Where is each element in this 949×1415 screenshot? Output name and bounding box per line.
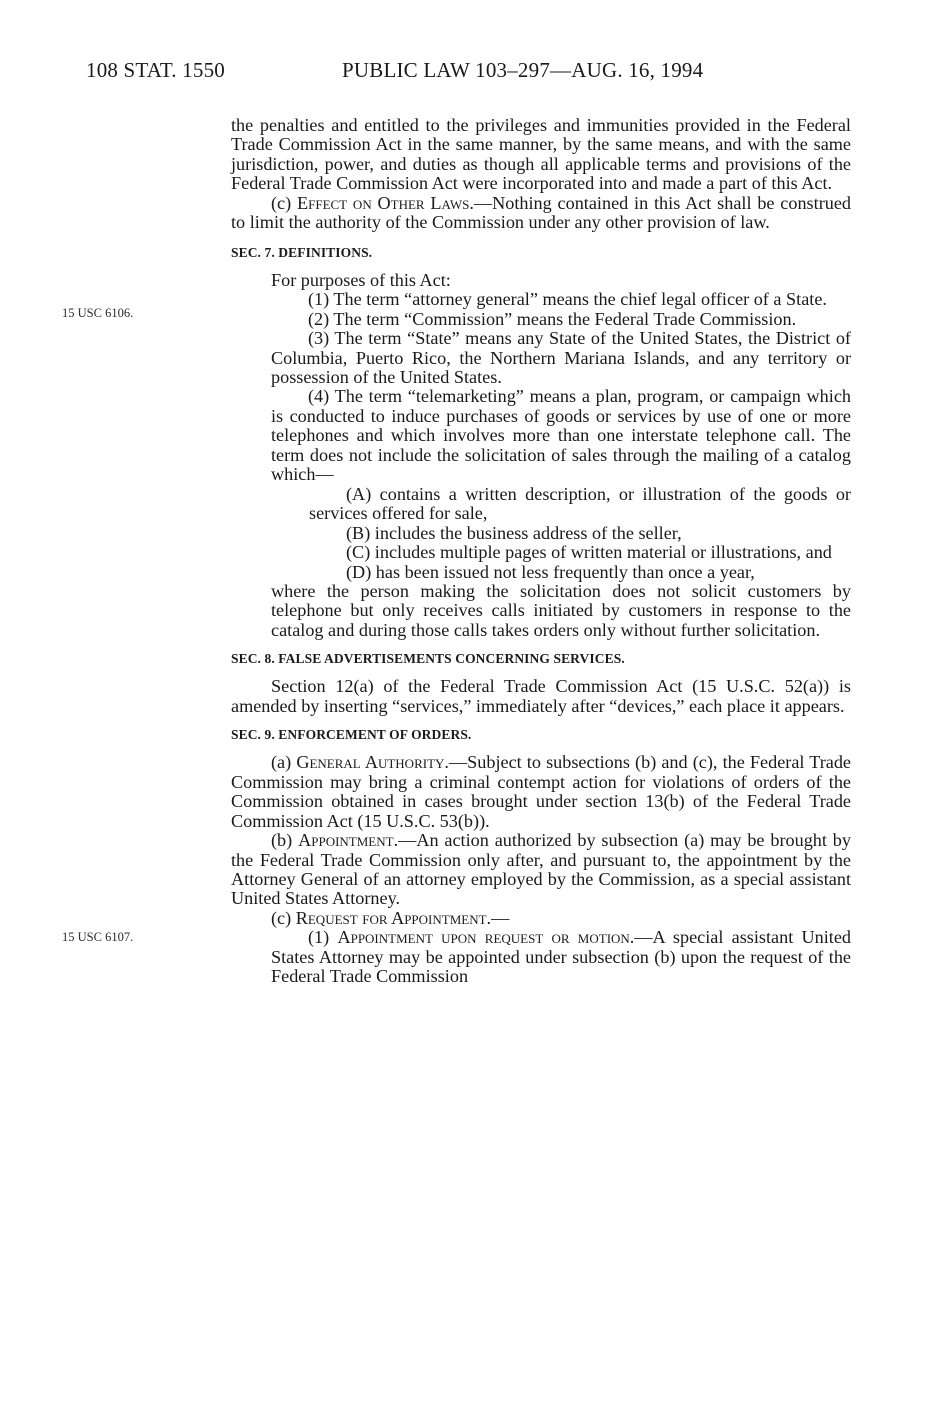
paragraph-c-request (231, 909, 851, 928)
label: (c) (271, 192, 297, 213)
paragraph-text: —An action authorized by subsection (a) may be brought by the Federal Trade Commission only after, and pursuant to, the appointment by the Attorney General of an attorney employed by the Commission, as a special assistant United States Attorney. (231, 830, 851, 909)
section-8-heading: SEC. 8. FALSE ADVERTISEMENTS CONCERNING SERVICES. (231, 651, 625, 667)
paragraph-c-1 (231, 928, 851, 986)
paragraph-a-general-authority (231, 753, 851, 831)
definition-4: (4) The term “telemarketing” means a plan, program, or campaign which is conducted to induce purchases of goods or services by use of one or more telephones and which involves more than one interstate telephone call. The term does not include the solicitation of sales through the mailing of a catalog which— (271, 386, 851, 485)
label: (b) (271, 830, 299, 851)
definition-3: (3) The term “State” means any State of the United States, the District of Columbia, Puerto Rico, the Northern Mariana Islands, and any territory or possession of the United States. (271, 328, 851, 387)
definition-2: (2) The term “Commission” means the Federal Trade Commission. (308, 308, 797, 329)
margin-note-6107: 15 USC 6107. (62, 930, 134, 944)
label: (c) (271, 907, 296, 928)
label: (a) (271, 752, 297, 773)
definition-4-tail: where the person making the solicitation does not solicit customers by telephone but only receives calls initiated by customers in response to the catalog and during those calls takes orders only without further solicitation. (271, 580, 851, 640)
paragraph-b-appointment (231, 831, 851, 909)
body-text (231, 116, 851, 987)
label: (1) (308, 927, 338, 948)
definition-1 (231, 290, 851, 309)
section-7-heading: SEC. 7. DEFINITIONS. (231, 244, 373, 260)
paragraph-heading: Appointment upon request or motion. (337, 927, 635, 948)
paragraph-text: — (491, 907, 510, 928)
definition-4-c: (C) includes multiple pages of written material or illustrations, and (346, 542, 832, 563)
margin-note-6106: 15 USC 6106. (62, 306, 134, 320)
section-8-text: Section 12(a) of the Federal Trade Commission Act (15 U.S.C. 52(a)) is amended by inserting “services,” immediately after “devices,” each place it appears. (231, 676, 851, 716)
subsection-heading: Request for Appointment. (295, 907, 492, 928)
paragraph-text: —Nothing contained in this Act shall be construed to limit the authority of the Commission under any other provision of law. (231, 192, 852, 233)
definition-text: (1) The term “attorney general” means the chief legal officer of a State. (308, 289, 827, 310)
subsection-heading: General Authority. (296, 752, 449, 773)
subsection-heading: Effect on Other Laws. (297, 192, 474, 213)
definition-4-a: (A) contains a written description, or illustration of the goods or services offered for sale, (309, 483, 851, 524)
definition-4-d: (D) has been issued not less frequently than once a year, (346, 561, 755, 582)
subsection-heading: Appointment. (298, 830, 399, 851)
paragraph-c-effect (231, 194, 851, 233)
paragraph-intro: the penalties and entitled to the privileges and immunities provided in the Federal Trade Commission Act in the same manner, by the same means, and with the same jurisdiction, power, and duties as though all applicable terms and provisions of the Federal Trade Commission Act were incorporated into and made a part of this Act. (231, 115, 851, 194)
definition-4-b: (B) includes the business address of the seller, (346, 522, 682, 543)
running-header: PUBLIC LAW 103–297—AUG. 16, 1994 (342, 58, 704, 82)
paragraph-text: —A special assistant United States Attorney may be appointed under subsection (b) upon the request of the Federal Trade Commission (271, 927, 852, 987)
section-9-heading: SEC. 9. ENFORCEMENT OF ORDERS. (231, 727, 472, 743)
paragraph-text: —Subject to subsections (b) and (c), the Federal Trade Commission may bring a criminal contempt action for violations of orders of the Commission obtained in cases brought under section 13(b) of the Federal Trade Commission Act (15 U.S.C. 53(b)). (231, 752, 852, 831)
section-7-intro: For purposes of this Act: (271, 269, 451, 290)
page-citation: 108 STAT. 1550 (86, 58, 225, 82)
